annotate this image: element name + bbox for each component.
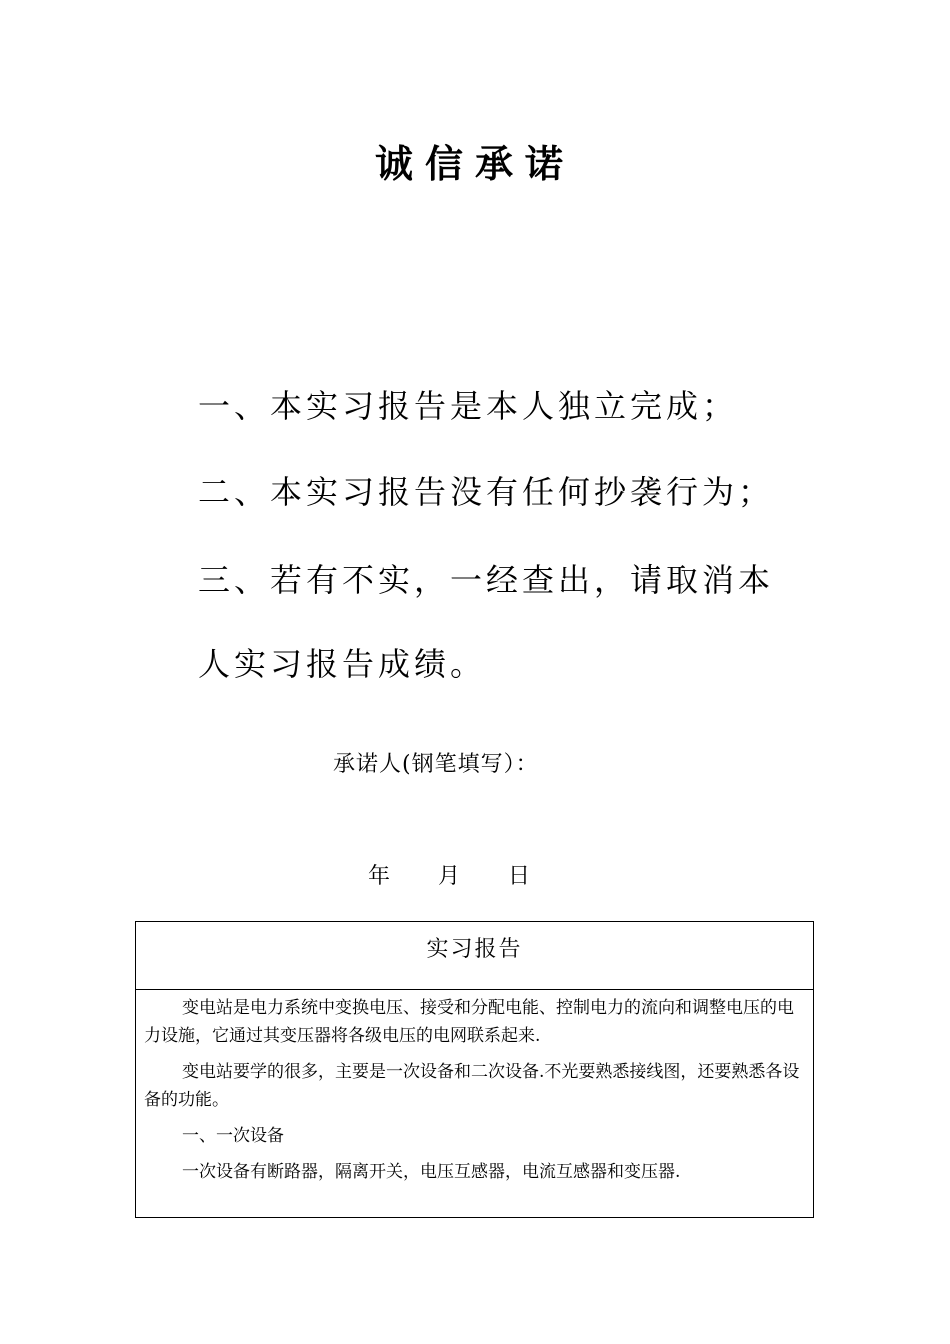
date-line <box>368 862 578 892</box>
pledge-item-2 <box>160 470 780 514</box>
report-paragraph: 变电站要学的很多，主要是一次设备和二次设备.不光要熟悉接线图，还要熟悉各设备的功能。 <box>144 1062 800 1110</box>
signer-label: 承诺人(钢笔填写）： <box>333 752 539 777</box>
report-box <box>135 921 814 1218</box>
date-year: 年 <box>368 864 391 889</box>
report-paragraph: 一次设备有断路器，隔离开关，电压互感器，电流互感器和变压器. <box>182 1162 681 1182</box>
report-heading: 实习报告 <box>136 922 813 990</box>
date-month: 月 <box>438 864 461 889</box>
report-paragraph: 变电站是电力系统中变换电压、接受和分配电能、控制电力的流向和调整电压的电力设施，它通过其变压器将各级电压的电网联系起来. <box>144 998 794 1046</box>
pledge-text-2: 二、本实习报告没有任何抄袭行为； <box>198 473 775 511</box>
report-paragraph: 一、一次设备 <box>182 1126 284 1146</box>
pledge-text-1: 一、本实习报告是本人独立完成； <box>198 387 739 425</box>
date-day: 日 <box>508 864 531 889</box>
report-body <box>136 990 813 1186</box>
pledge-text-3: 三、若有不实，一经查出，请取消本人实习报告成绩。 <box>198 561 775 683</box>
page-title: 诚信承诺 <box>374 141 575 186</box>
pledge-item-1 <box>160 384 780 428</box>
pledge-item-3 <box>160 538 780 706</box>
